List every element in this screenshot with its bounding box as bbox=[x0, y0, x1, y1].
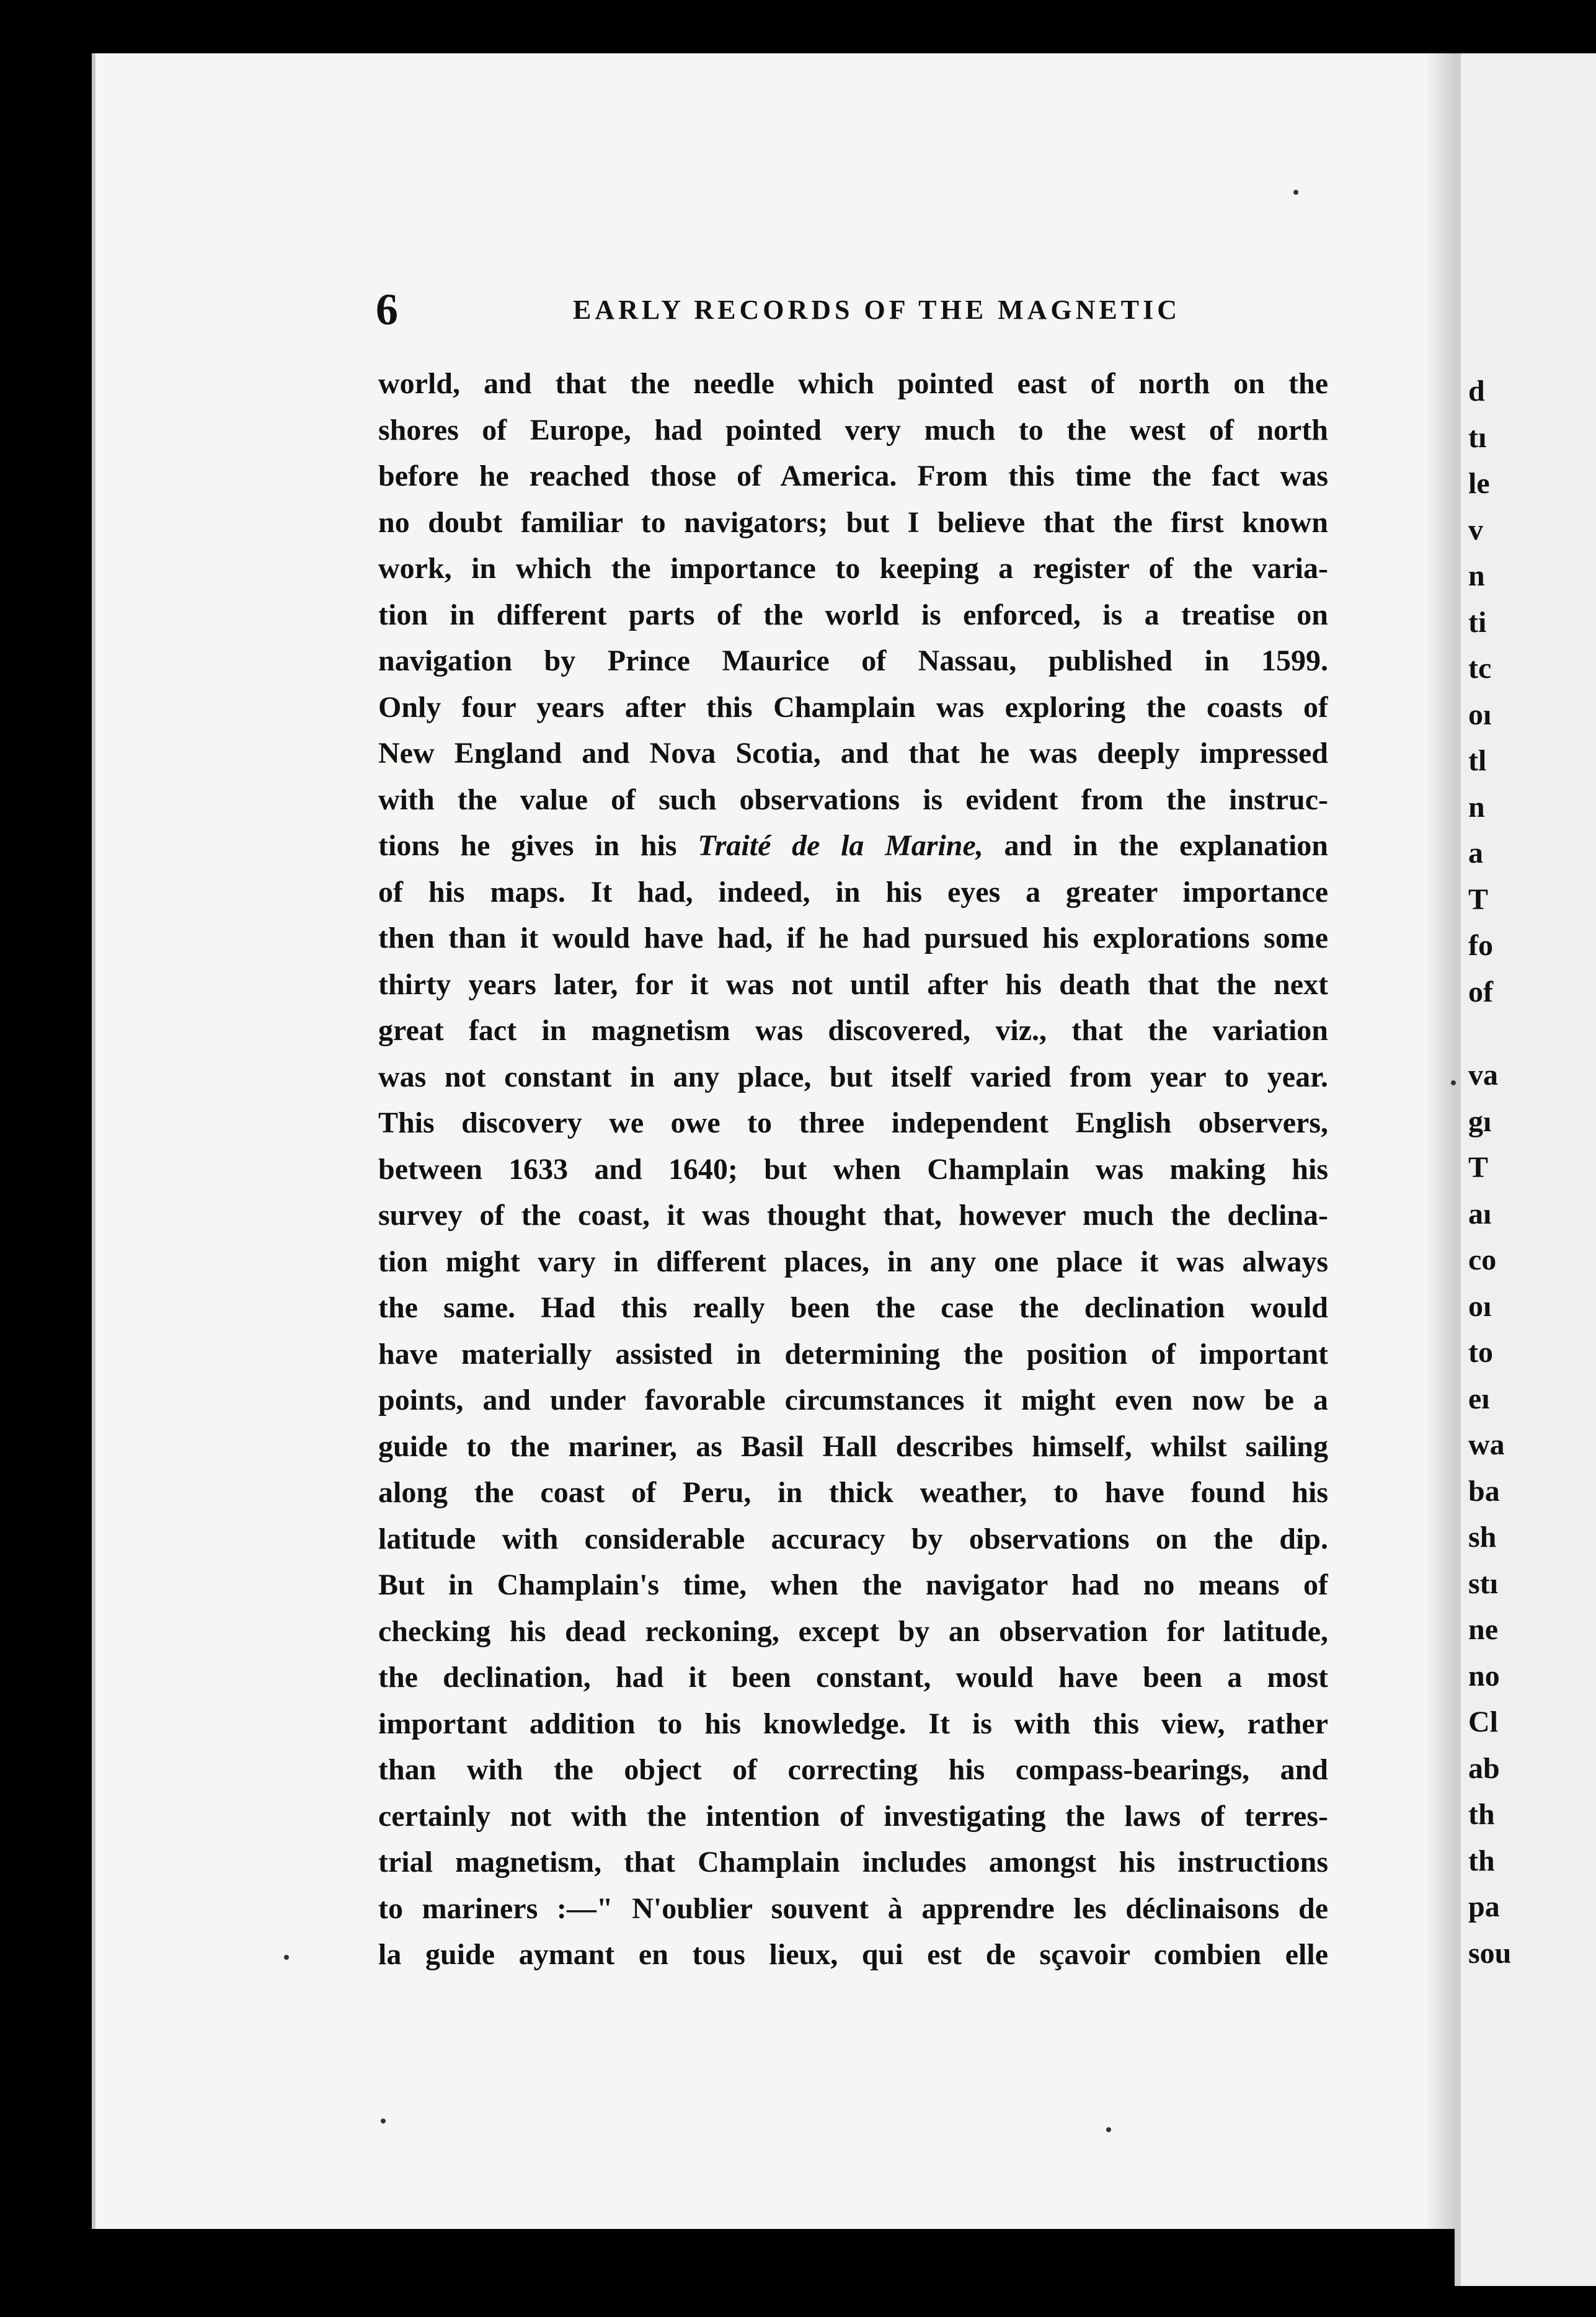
facing-page-fragment: va bbox=[1468, 1059, 1498, 1092]
text-line: important addition to his knowledge. It is with this view, rather bbox=[378, 1707, 1328, 1740]
text-line: la guide aymant en tous lieux, qui est de sçavoir combien elle bbox=[378, 1938, 1328, 1971]
text-line: tion might vary in different places, in any one place it was always bbox=[378, 1245, 1328, 1278]
facing-page-fragment: Cl bbox=[1468, 1706, 1498, 1738]
text-line: survey of the coast, it was thought that, however much the declina- bbox=[378, 1199, 1328, 1232]
text-line: great fact in magnetism was discovered, viz., that the variation bbox=[378, 1014, 1328, 1047]
body-text bbox=[378, 361, 1328, 1978]
text-line: have materially assisted in determining the position of important bbox=[378, 1337, 1328, 1371]
text-line: with the value of such observations is evident from the instruc- bbox=[378, 783, 1328, 816]
facing-page-fragment: wa bbox=[1468, 1428, 1505, 1461]
text-line: points, and under favorable circumstances it might even now be a bbox=[378, 1384, 1328, 1416]
facing-page-fragment: gı bbox=[1468, 1105, 1492, 1138]
facing-page-fragment: tı bbox=[1468, 420, 1487, 454]
text-line: shores of Europe, had pointed very much to the west of north bbox=[378, 413, 1328, 447]
facing-page-fragment: d bbox=[1468, 375, 1485, 407]
text-line: New England and Nova Scotia, and that he was deeply impressed bbox=[378, 737, 1328, 770]
facing-page-fragment: sou bbox=[1468, 1936, 1512, 1970]
facing-page-fragment: oı bbox=[1468, 698, 1492, 731]
facing-page-fragment: a bbox=[1468, 837, 1483, 869]
facing-page-fragment: sh bbox=[1468, 1521, 1497, 1554]
facing-page-fragment: no bbox=[1468, 1659, 1500, 1692]
facing-page-fragment: T bbox=[1468, 1151, 1489, 1184]
facing-page-fragment: ti bbox=[1468, 605, 1487, 639]
ink-speck bbox=[381, 2119, 386, 2124]
facing-page-fragment: le bbox=[1468, 467, 1490, 500]
page-number: 6 bbox=[376, 285, 398, 334]
facing-page-fragment: aı bbox=[1468, 1197, 1492, 1230]
paragraph-gap bbox=[1468, 1015, 1511, 1052]
facing-page-fragments bbox=[1468, 368, 1511, 1977]
facing-page-fragment: co bbox=[1468, 1243, 1497, 1276]
text-line: was not constant in any place, but itself varied from year to year. bbox=[378, 1060, 1328, 1093]
text-line: checking his dead reckoning, except by an observation for latitude, bbox=[378, 1614, 1328, 1648]
facing-page-fragment: stı bbox=[1468, 1567, 1498, 1600]
text-line: the same. Had this really been the case the declination would bbox=[378, 1291, 1328, 1324]
text-line: no doubt familiar to navigators; but I believe that the first known bbox=[378, 505, 1328, 539]
text-line: Only four years after this Champlain was exploring the coasts of bbox=[378, 690, 1328, 724]
facing-page-fragment: th bbox=[1468, 1798, 1495, 1831]
text-line: tion in different parts of the world is enforced, is a treatise on bbox=[378, 598, 1328, 631]
text-line: the declination, had it been constant, would have been a most bbox=[378, 1661, 1328, 1694]
page-fold-shadow bbox=[1426, 53, 1455, 2229]
facing-page-fragment: eı bbox=[1468, 1382, 1490, 1415]
text-line: between 1633 and 1640; but when Champlain was making his bbox=[378, 1152, 1328, 1186]
text-line bbox=[378, 823, 1328, 869]
text-line: world, and that the needle which pointed east of north on the bbox=[378, 367, 1328, 400]
ink-speck bbox=[1451, 1080, 1456, 1085]
text-line: navigation by Prince Maurice of Nassau, published in 1599. bbox=[378, 644, 1328, 677]
facing-page-fragment: n bbox=[1468, 559, 1485, 592]
text-line: trial magnetism, that Champlain includes amongst his instructions bbox=[378, 1846, 1328, 1879]
text-line: This discovery we owe to three independent English observers, bbox=[378, 1106, 1328, 1139]
text-line: along the coast of Peru, in thick weather, to have found his bbox=[378, 1476, 1328, 1509]
text-line: work, in which the importance to keeping a register of the varia- bbox=[378, 552, 1328, 585]
text-line: of his maps. It had, indeed, in his eyes a greater importance bbox=[378, 875, 1328, 909]
facing-page-fragment: oı bbox=[1468, 1289, 1492, 1323]
facing-page-fragment: of bbox=[1468, 975, 1493, 1008]
text-line: latitude with considerable accuracy by observations on the dip. bbox=[378, 1522, 1328, 1555]
facing-page-fragment: n bbox=[1468, 790, 1485, 824]
running-head: EARLY RECORDS OF THE MAGNETIC bbox=[573, 295, 1181, 325]
facing-page-fragment: fo bbox=[1468, 929, 1493, 962]
ink-speck bbox=[1106, 2127, 1111, 2132]
text-line: than with the object of correcting his compass-bearings, and bbox=[378, 1753, 1328, 1786]
facing-page-fragment: to bbox=[1468, 1336, 1493, 1369]
text-line-start: tions he gives in his bbox=[378, 829, 698, 862]
facing-page-fragment: tc bbox=[1468, 652, 1492, 685]
text-line: thirty years later, for it was not until after his death that the next bbox=[378, 967, 1328, 1001]
text-line: guide to the mariner, as Basil Hall describes himself, whilst sailing bbox=[378, 1430, 1328, 1463]
text-line: certainly not with the intention of investigating the laws of terres- bbox=[378, 1799, 1328, 1833]
facing-page-fragment: ba bbox=[1468, 1474, 1500, 1508]
text-line: to mariners :—" N'oublier souvent à apprendre les déclinaisons de bbox=[378, 1892, 1328, 1925]
facing-page-fragment: T bbox=[1468, 883, 1489, 916]
facing-page-fragment: th bbox=[1468, 1844, 1495, 1877]
facing-page-fragment: ne bbox=[1468, 1613, 1498, 1646]
ink-speck bbox=[284, 1955, 289, 1960]
text-line: But in Champlain's time, when the navigator had no means of bbox=[378, 1568, 1328, 1601]
text-line: before he reached those of America. From this time the fact was bbox=[378, 460, 1328, 492]
facing-page-fragment: v bbox=[1468, 513, 1483, 546]
facing-page-fragment: ab bbox=[1468, 1751, 1500, 1785]
facing-page-fragment: tl bbox=[1468, 744, 1487, 777]
text-line-end: and in the explanation bbox=[983, 829, 1328, 862]
text-line: then than it would have had, if he had pursued his explorations some bbox=[378, 922, 1328, 954]
ink-speck bbox=[1293, 190, 1298, 195]
italic-book-title: Traité de la Marine, bbox=[698, 829, 983, 862]
facing-page-fragment: pa bbox=[1468, 1890, 1500, 1923]
